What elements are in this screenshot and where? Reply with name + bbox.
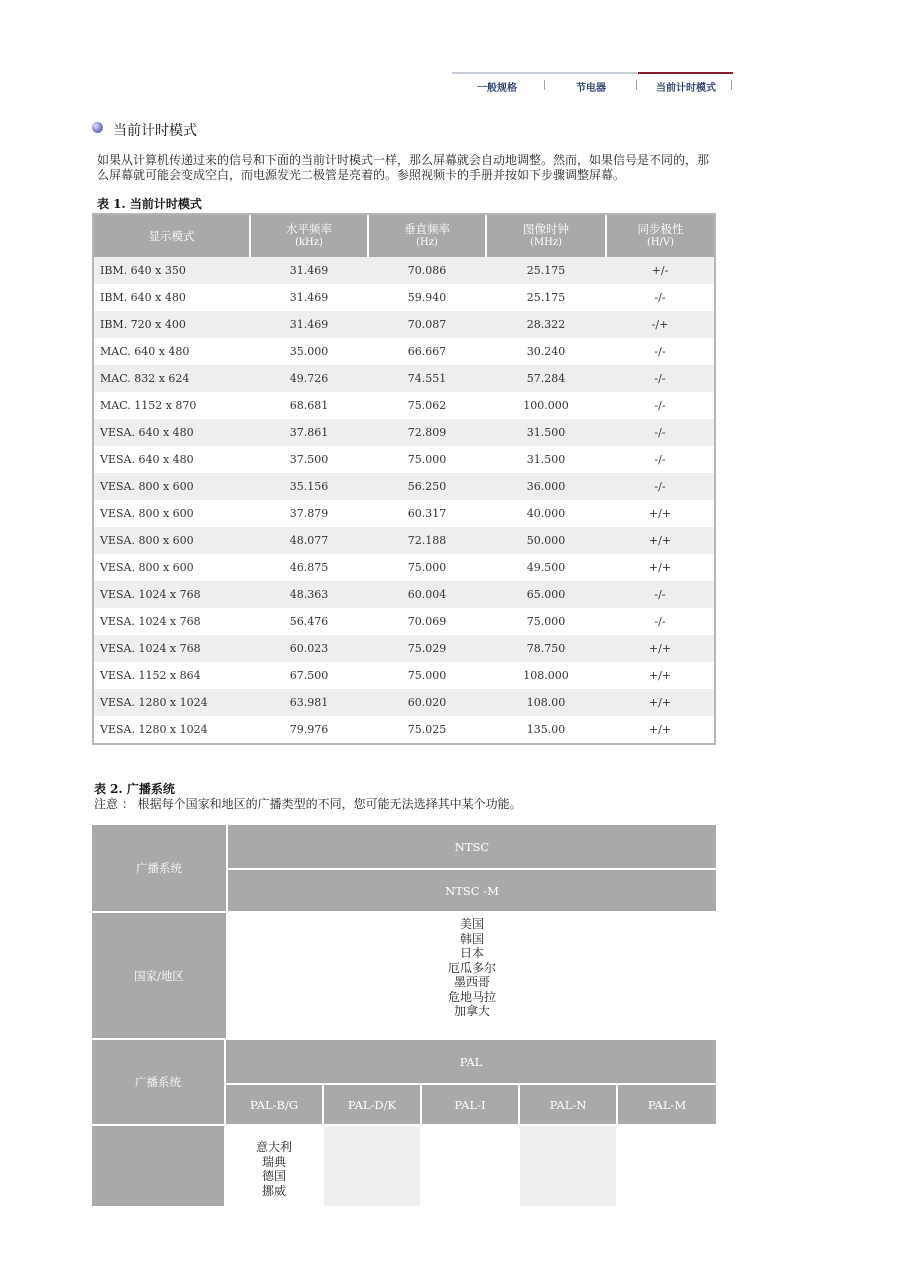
cell-sync-polarity: +/+ [648,723,672,736]
table-row [94,635,714,662]
country-name: 韩国 [459,931,484,946]
cell-pixel-clock: 108.000 [523,669,569,682]
header-label: 同步极性 [637,222,684,236]
cell-display-mode: MAC. 832 x 624 [94,365,250,392]
cell-horizontal-freq: 60.023 [250,635,368,662]
country-name: 墨西哥 [453,975,490,989]
cell-vertical-freq: 75.000 [407,669,447,682]
cell-vertical-freq: 66.667 [407,345,447,358]
ntsc-country-list [228,913,716,1038]
cell-pixel-clock: 100.000 [523,399,569,412]
bullet-icon [92,122,103,133]
cell-display-mode: IBM. 640 x 480 [100,291,186,304]
pal-i-country-cell [422,1126,518,1206]
table2-note: 注意 ： 根据每个国家和地区的广播类型的不同，您可能无法选择其中某个功能。 [94,797,522,811]
cell-sync-polarity: +/+ [648,507,672,520]
header-vertical-freq [368,215,486,257]
pal-n-country-cell [520,1126,616,1206]
tab-separator [544,80,545,90]
ntsc-m-header: NTSC -M [228,870,716,911]
broadcast-system-label: 广播系统 [92,825,226,911]
cell-display-mode: VESA. 800 x 600 [100,507,194,520]
country-name: 厄瓜多尔 [447,960,496,975]
country-name: 德国 [261,1169,286,1183]
pal-variant-header: PAL-I [422,1085,518,1124]
cell-vertical-freq: 72.188 [368,527,486,554]
cell-sync-polarity: -/- [654,615,666,628]
broadcast-system-label: 广播系统 [92,1040,224,1124]
cell-pixel-clock: 36.000 [486,473,606,500]
header-label: 图像时钟 [523,222,569,236]
cell-display-mode: VESA. 1024 x 768 [94,635,250,662]
country-label: 国家/地区 [92,913,226,1038]
cell-sync-polarity: -/- [606,419,714,446]
cell-pixel-clock: 31.500 [526,453,566,466]
cell-sync-polarity: -/- [654,399,666,412]
country-name: 日本 [459,946,484,960]
cell-horizontal-freq: 48.363 [250,581,368,608]
cell-sync-polarity: -/- [654,345,666,358]
cell-vertical-freq: 75.062 [407,399,447,412]
table-row [94,284,714,311]
cell-display-mode: VESA. 640 x 480 [100,453,194,466]
table-row [94,338,714,365]
header-unit: (kHz) [295,237,323,248]
pal-variant-header: PAL-M [618,1085,716,1124]
header-sync-polarity [606,215,714,257]
cell-display-mode: VESA. 1280 x 1024 [94,689,250,716]
table2-caption: 表 2. 广播系统 [94,782,175,796]
intro-paragraph: 如果从计算机传递过来的信号和下面的当前计时模式一样，那么屏幕就会自动地调整。然而，如果信号是不同的，那么屏幕就可能会变成空白，而电源发光二极管是亮着的。参照视频卡的手册并按如下步骤调整屏幕。 [97,153,710,182]
pal-country-row-label [92,1126,224,1206]
table-row [94,716,714,743]
cell-vertical-freq: 56.250 [368,473,486,500]
country-name: 加拿大 [453,1004,490,1018]
cell-display-mode: VESA. 1024 x 768 [100,615,201,628]
cell-display-mode: VESA. 1280 x 1024 [100,723,208,736]
tab-general-specs[interactable]: 一般规格 [477,83,517,94]
header-pixel-clock [486,215,606,257]
header-unit: (H/V) [646,237,675,248]
active-tab-rule [638,72,733,74]
header-label: 显示模式 [148,228,195,243]
cell-display-mode: VESA. 800 x 600 [94,527,250,554]
cell-horizontal-freq: 48.077 [250,527,368,554]
cell-pixel-clock: 25.175 [486,257,606,284]
header-horizontal-freq [250,215,368,257]
cell-display-mode: VESA. 800 x 600 [100,561,194,574]
country-name: 瑞典 [261,1154,286,1169]
cell-vertical-freq: 60.020 [368,689,486,716]
cell-sync-polarity: +/+ [648,561,672,574]
table-row [94,500,714,527]
cell-pixel-clock: 50.000 [486,527,606,554]
cell-pixel-clock: 30.240 [526,345,566,358]
country-name: 意大利 [255,1140,292,1154]
cell-vertical-freq: 70.069 [407,615,447,628]
tab-separator [731,80,732,90]
table-row [94,473,714,500]
cell-horizontal-freq: 31.469 [250,257,368,284]
country-name: 危地马拉 [447,989,496,1004]
table-row [94,257,714,284]
cell-sync-polarity: +/+ [606,527,714,554]
table-row [94,419,714,446]
table-row [94,608,714,635]
table-row [94,689,714,716]
cell-sync-polarity: +/- [606,257,714,284]
cell-pixel-clock: 28.322 [486,311,606,338]
table-row [94,662,714,689]
timing-table-header [94,215,714,257]
pal-header: PAL [226,1040,716,1083]
cell-pixel-clock: 65.000 [486,581,606,608]
ntsc-header: NTSC [228,825,716,868]
section-title: 当前计时模式 [113,123,197,139]
tab-separator [636,80,637,90]
pal-bg-country-list [226,1126,322,1206]
cell-sync-polarity: -/- [654,453,666,466]
table-row [94,365,714,392]
cell-sync-polarity: +/+ [606,635,714,662]
cell-vertical-freq: 74.551 [368,365,486,392]
cell-display-mode: IBM. 720 x 400 [94,311,250,338]
cell-vertical-freq: 75.025 [407,723,447,736]
cell-pixel-clock: 40.000 [526,507,566,520]
cell-sync-polarity: -/+ [606,311,714,338]
cell-horizontal-freq: 79.976 [289,723,329,736]
cell-pixel-clock: 49.500 [526,561,566,574]
cell-pixel-clock: 108.00 [486,689,606,716]
cell-horizontal-freq: 37.879 [289,507,329,520]
cell-pixel-clock: 78.750 [486,635,606,662]
pal-variant-header: PAL-D/K [324,1085,420,1124]
cell-pixel-clock: 135.00 [526,723,566,736]
table1-caption: 表 1. 当前计时模式 [97,197,202,211]
cell-sync-polarity: -/- [606,473,714,500]
table-row [94,527,714,554]
cell-horizontal-freq: 31.469 [250,311,368,338]
header-label: 垂直频率 [404,222,450,236]
cell-horizontal-freq: 35.156 [250,473,368,500]
cell-horizontal-freq: 46.875 [289,561,329,574]
table-row [94,581,714,608]
cell-pixel-clock: 57.284 [486,365,606,392]
cell-sync-polarity: +/+ [648,669,672,682]
cell-horizontal-freq: 35.000 [289,345,329,358]
cell-pixel-clock: 25.175 [526,291,566,304]
cell-sync-polarity: -/- [606,581,714,608]
header-unit: (MHz) [529,237,563,248]
cell-horizontal-freq: 67.500 [289,669,329,682]
cell-horizontal-freq: 56.476 [289,615,329,628]
tab-timing-modes[interactable]: 当前计时模式 [656,83,716,94]
tab-power-saver[interactable]: 节电器 [576,83,606,94]
cell-pixel-clock: 75.000 [526,615,566,628]
cell-sync-polarity: -/- [606,365,714,392]
pal-dk-country-cell [324,1126,420,1206]
cell-display-mode: VESA. 640 x 480 [94,419,250,446]
cell-display-mode: VESA. 1152 x 864 [100,669,201,682]
cell-pixel-clock: 31.500 [486,419,606,446]
header-unit: (Hz) [416,237,438,248]
cell-display-mode: IBM. 640 x 350 [94,257,250,284]
pal-variant-header: PAL-N [520,1085,616,1124]
cell-vertical-freq: 60.004 [368,581,486,608]
timing-table [92,213,716,745]
cell-horizontal-freq: 37.500 [289,453,329,466]
cell-horizontal-freq: 63.981 [250,689,368,716]
cell-vertical-freq: 70.086 [368,257,486,284]
cell-display-mode: VESA. 1024 x 768 [94,581,250,608]
cell-sync-polarity: -/- [654,291,666,304]
cell-vertical-freq: 75.000 [407,453,447,466]
cell-horizontal-freq: 68.681 [289,399,329,412]
cell-horizontal-freq: 37.861 [250,419,368,446]
country-name: 美国 [459,917,484,931]
pal-m-country-cell [618,1126,716,1206]
cell-horizontal-freq: 31.469 [289,291,329,304]
table-row [94,392,714,419]
cell-vertical-freq: 75.000 [407,561,447,574]
cell-display-mode: VESA. 800 x 600 [94,473,250,500]
top-tab-bar [452,72,733,94]
table-row [94,311,714,338]
header-display-mode [94,215,250,257]
cell-display-mode: MAC. 640 x 480 [100,345,190,358]
table-row [94,554,714,581]
country-name: 挪威 [261,1183,286,1198]
cell-vertical-freq: 75.029 [368,635,486,662]
table-row [94,446,714,473]
cell-vertical-freq: 72.809 [368,419,486,446]
cell-vertical-freq: 60.317 [407,507,447,520]
cell-vertical-freq: 70.087 [368,311,486,338]
cell-vertical-freq: 59.940 [407,291,447,304]
pal-variant-header: PAL-B/G [226,1085,322,1124]
header-label: 水平频率 [286,222,332,236]
cell-sync-polarity: +/+ [606,689,714,716]
cell-horizontal-freq: 49.726 [250,365,368,392]
tab-rule [452,72,637,74]
cell-display-mode: MAC. 1152 x 870 [100,399,197,412]
